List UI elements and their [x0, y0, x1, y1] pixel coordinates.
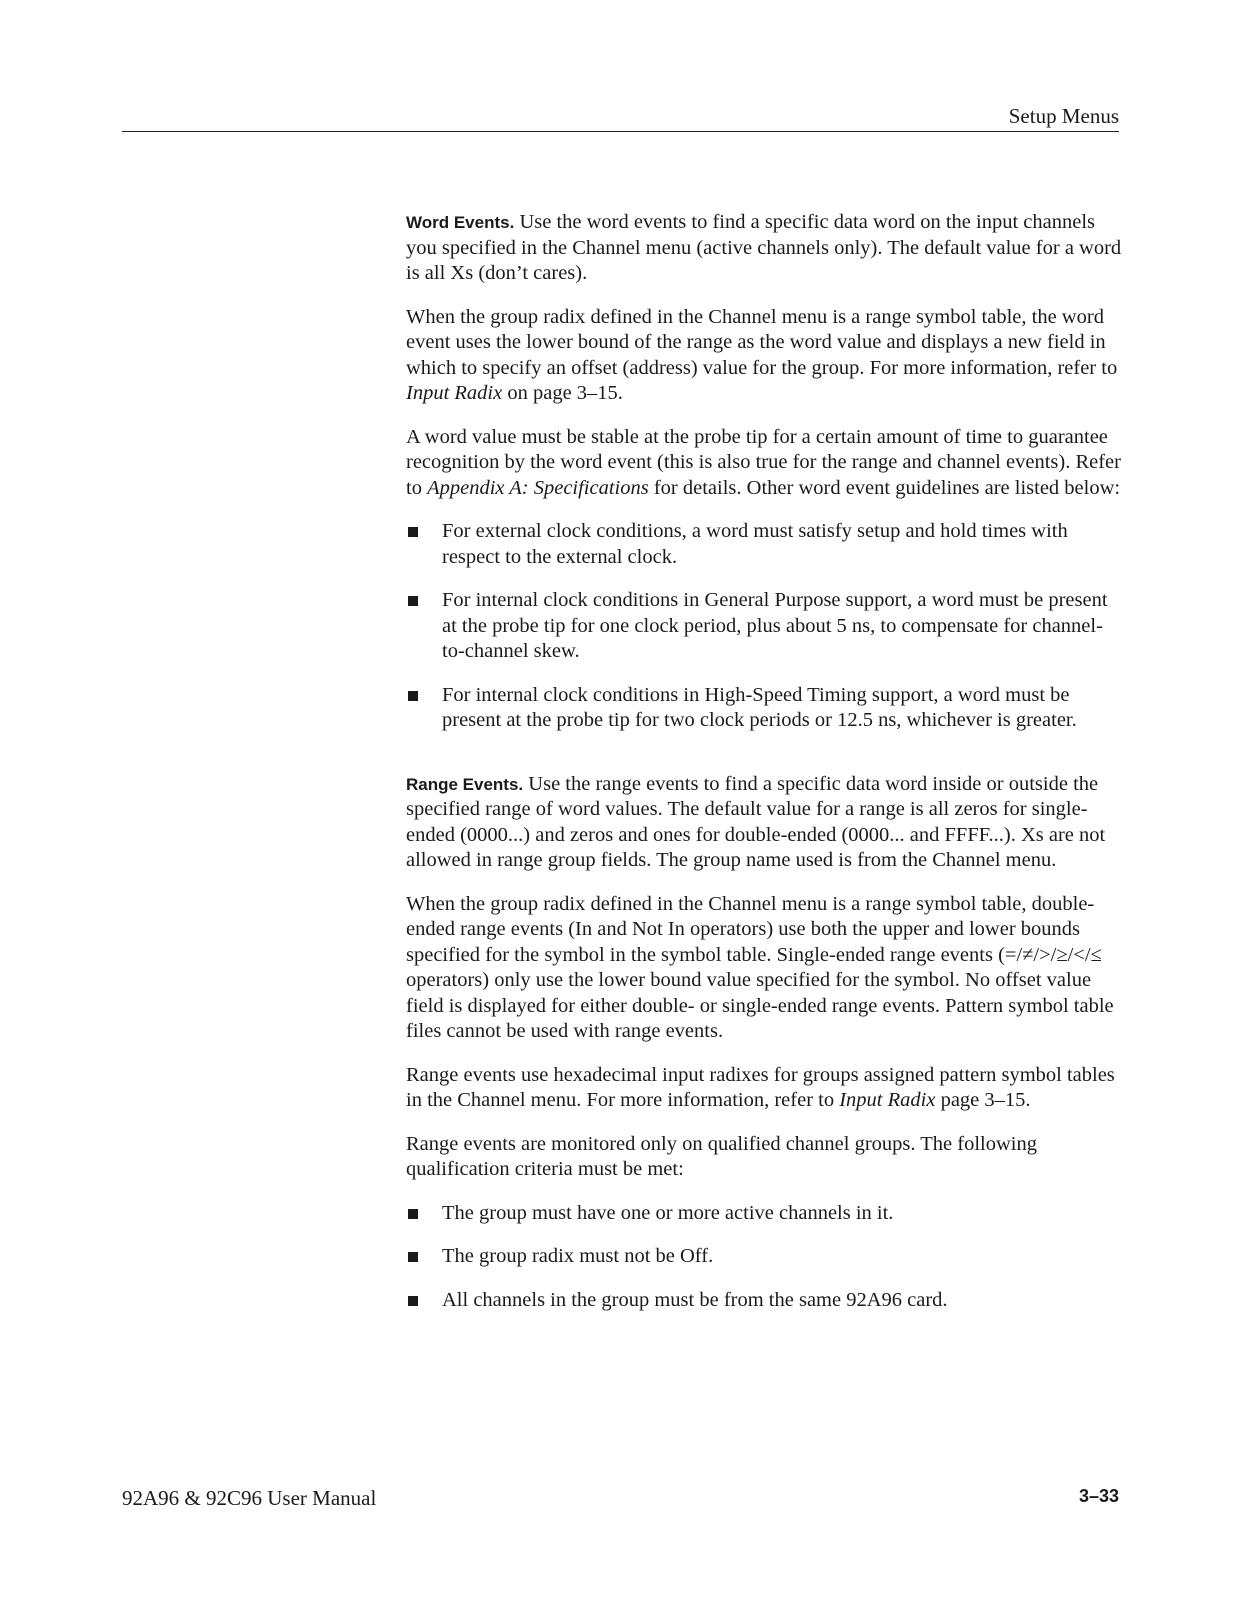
input-radix-reference: Input Radix [839, 1089, 936, 1111]
word-events-intro [406, 210, 1122, 287]
paragraph-text: on page 3–15. [502, 382, 623, 404]
list-item-text: For external clock conditions, a word must satisfy setup and hold times with respect to the external clock. [442, 520, 1068, 568]
running-header: Setup Menus [1008, 104, 1119, 128]
list-item [406, 683, 1122, 734]
range-events-hex-paragraph [406, 1063, 1122, 1114]
list-item-text: The group must have one or more active channels in it. [442, 1201, 894, 1224]
range-events-radix-paragraph: When the group radix defined in the Channel menu is a range symbol table, double-ended range events (In and Not In operators) use both the upper and lower bounds specified for the symbol in the symbol table. Single-ended range events (=/≠/>/≥/</≤ operators) only use the lower bound value specified for the symbol. No offset value field is displayed for either double- or single-ended range events. Pattern symbol table files cannot be used with range events. [406, 892, 1114, 1042]
word-events-intro-text: Use the word events to find a specific data word on the input channels you specified in the Channel menu (active channels only). The default value for a word is all Xs (don’t cares). [406, 211, 1122, 284]
list-item [406, 1244, 1122, 1270]
word-events-radix-paragraph [406, 305, 1122, 407]
square-bullet-icon [408, 596, 418, 606]
input-radix-reference: Input Radix [406, 382, 503, 404]
square-bullet-icon [408, 1296, 418, 1306]
list-item [406, 1201, 1122, 1227]
page-body [406, 210, 1122, 1331]
list-item-text: For internal clock conditions in High-Speed Timing support, a word must be present at the probe tip for two clock periods or 12.5 ns, whichever is greater. [442, 683, 1077, 731]
word-events-heading: Word Events. [406, 213, 515, 232]
paragraph-text: When the group radix defined in the Channel menu is a range symbol table, the word event uses the lower bound of the range as the word value and displays a new field in which to specify an offset (address) value for the group. For more information, refer to [406, 305, 1118, 379]
square-bullet-icon [408, 1252, 418, 1262]
range-events-intro [406, 772, 1122, 874]
list-item [406, 588, 1122, 665]
header-rule [122, 131, 1119, 132]
word-events-stability-paragraph [406, 425, 1122, 502]
appendix-reference: Appendix A: Specifications [427, 476, 649, 499]
list-item-text: For internal clock conditions in General Purpose support, a word must be present at the probe tip for one clock period, plus about 5 ns, to compensate for channel-to-channel skew. [442, 589, 1108, 662]
range-events-qualification-paragraph: Range events are monitored only on qualified channel groups. The following qualification criteria must be met: [406, 1132, 1037, 1180]
paragraph-text: for details. Other word event guidelines are listed below: [648, 476, 1121, 499]
square-bullet-icon [408, 1209, 418, 1219]
paragraph-text: page 3–15. [935, 1089, 1031, 1111]
list-item [406, 1288, 1122, 1314]
list-item [406, 519, 1122, 570]
square-bullet-icon [408, 691, 418, 701]
range-events-heading: Range Events. [406, 774, 524, 794]
manual-title-footer: 92A96 & 92C96 User Manual [122, 1486, 377, 1510]
word-event-guidelines-list [406, 519, 1122, 734]
list-item-text: All channels in the group must be from the same 92A96 card. [442, 1288, 948, 1311]
square-bullet-icon [408, 527, 418, 537]
page-number: 3–33 [1078, 1486, 1119, 1506]
list-item-text: The group radix must not be Off. [442, 1245, 714, 1267]
qualification-criteria-list [406, 1201, 1122, 1314]
range-events-intro-text: Use the range events to find a specific data word inside or outside the specified range of word values. The default value for a range is all zeros for single-ended (0000...) and zeros and ones for double-ended (0000... and FFFF...). Xs are not allowed in range group fields. The group name used is from the Channel menu. [406, 772, 1106, 871]
paragraph-text: A word value must be stable at the probe tip for a certain amount of time to guarantee recognition by the word event (this is also true for the range and channel events). Refer to [406, 425, 1121, 499]
paragraph-text: Range events use hexadecimal input radixes for groups assigned pattern symbol tables in the Channel menu. For more information, refer to [406, 1063, 1115, 1111]
